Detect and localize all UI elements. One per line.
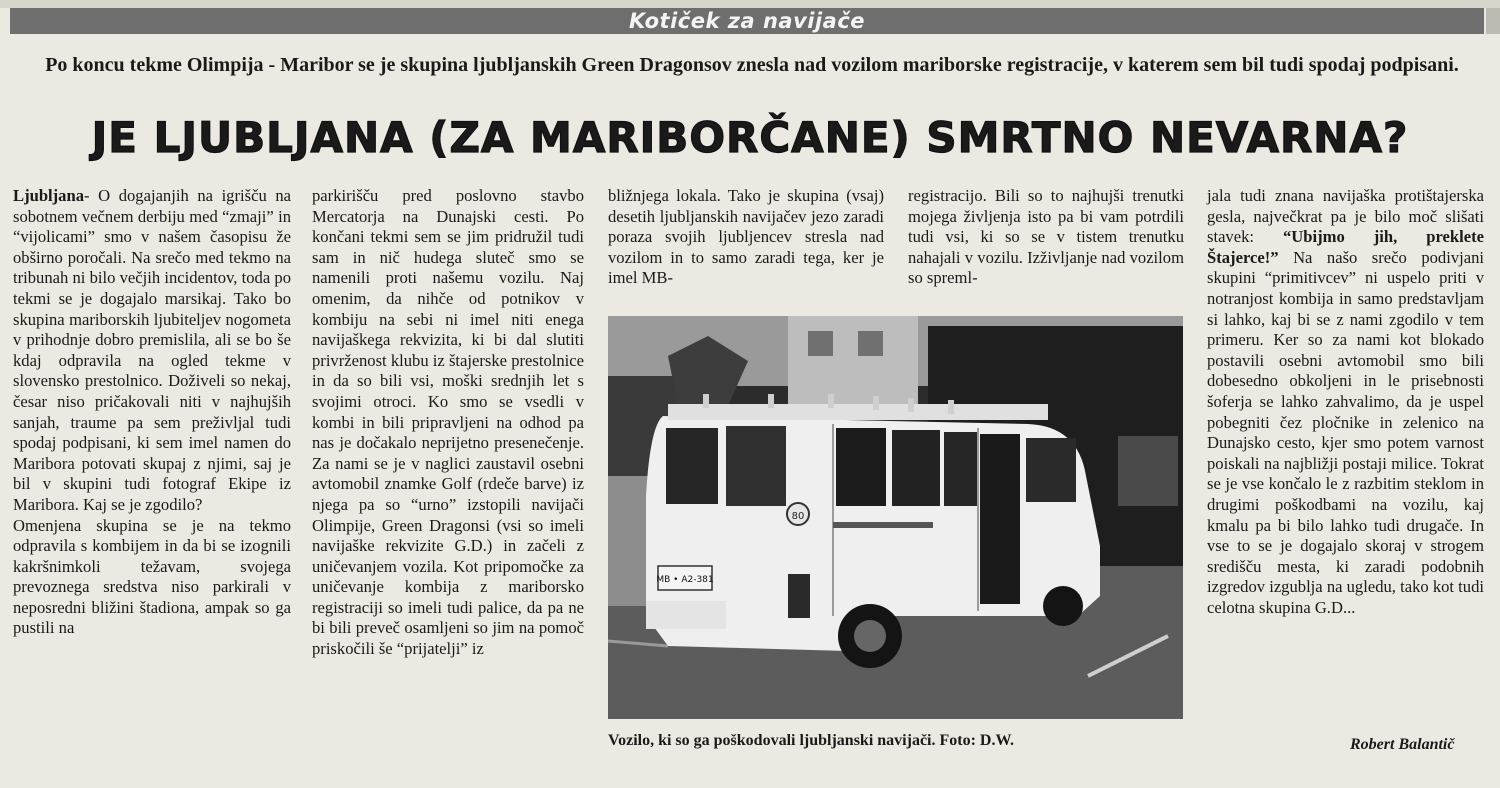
column-1-paragraph-2: Omenjena skupina se je na tekmo odpravila s kombijem in da bi se izognili kakršnimkoli težavam, svojega prevoznega sredstva niso parkirali v neposredni bližini štadiona, ampak so ga pustili na [13,515,291,638]
section-banner [10,8,1484,34]
article-subtitle: Po koncu tekme Olimpija - Maribor se je skupina ljubljanskih Green Dragonsov znesla nad vozilom mariborske registracije, v katerem sem bil tudi spodaj podpisani. [45,54,1459,76]
banner-edge [1486,8,1500,34]
speed-badge: 80 [791,511,805,522]
column-5 [1207,186,1484,618]
column-3 [608,186,884,289]
photo-caption: Vozilo, ki so ga poškodovali ljubljanski navijači. Foto: D.W. [608,732,1015,749]
van-photo [608,316,1183,719]
article-photo [608,316,1183,719]
column-3-text: bližnjega lokala. Tako je skupina (vsaj) desetih ljubljanskih navijačev jezo zaradi poraza svojih ljubljencev stresla nad vozilom in to samo zaradi tega, ker je imel MB- [608,186,884,288]
column-1-text-1: - O dogajanjih na igrišču na sobotnem večnem derbiju med “zmaji” in “vijolicami” smo v našem časopisu že obširno poročali. Na srečo med tekmo na tribunah ni bilo večjih incidentov, toda po tekmi se je dogajalo marsikaj. Tako bo skupina mariborskih ljubiteljev nogometa v prihodnje dobro premislila, ali se bo še kdaj odpravila na ogled tekme v slovensko prestolnico. Doživeli so nekaj, česar niso pričakovali niti v najhujših sanjah, traume pa sem preživljal tudi spodaj podpisani, ki sem imel namen do Maribora potovati skupaj z njimi, saj je bil v skupini tudi fotograf Ekipe iz Maribora. Kaj se je zgodilo? [13,186,291,514]
column-4 [908,186,1184,289]
column-5-text-a: jala tudi znana navijaška protištajerska gesla, največkrat pa je bilo moč slišati stavek: [1207,186,1484,247]
column-2 [312,186,584,660]
column-1 [13,186,291,639]
article-headline: JE LJUBLJANA (ZA MARIBORČANE) SMRTNO NEVARNA? [91,113,1409,162]
column-2-text: parkirišču pred poslovno stavbo Mercatorja na Dunajski cesti. Po končani tekmi sem se jim pridružil tudi sam in nič hudega sluteč smo se namenili proti našemu vozilu. Naj omenim, da nihče od potnikov v kombiju na sebi ni imel niti enega navijaškega rekvizita, ki bi dal slutiti privrženost klubu iz štajerske prestolnice in da so bili vsi, moški srednjih let s svojimi otroci. Ko smo se vsedli v kombi in bili pripravljeni na odhod pa nas je dočakalo neprijetno presenečenje. Za nami se je v naglici zaustavil osebni avtomobil znamke Golf (rdeče barve) iz njega pa so “urno” izstopili navijači Olimpije, Green Dragonsi (vsi so imeli navijaške rekvizite G.D.) in začeli z uničevanjem vozila. Kot pripomočke za uničevanje kombija z mariborsko registraciji so imeli tudi palice, da pa ne bi bili preveč osamljeni so jim na pomoč priskočili še “prijatelji” iz [312,186,584,659]
section-title: Kotiček za navijače [628,9,866,33]
page-top-strip [0,0,1500,8]
license-plate: MB • A2-381 [656,575,714,585]
column-5-text-b: Na našo srečo podivjani skupini “primitivcev” ni uspelo priti v notranjost kombija in samo predstavljam si lahko, kaj bi se z nami zgodilo v tem primeru. Ker so za nami kot blokado postavili osebni avtomobil smo bili dobesedno obkoljeni in le prisebnosti šoferja se lahko zahvalimo, da je uspel pobegniti čez pločnike in zelenico na Dunajsko cesto, kjer smo potem varnost poiskali na najbližji postaji milice. Tokrat se je vse končalo le z razbitim steklom in drugimi poškodbami na vozilu, kaj kmalu pa bi bilo lahko tudi drugače. In vse to se je dogajalo skoraj v strogem središču mesta, ki zaradi podobnih izgredov izgublja na ugledu, tako kot tudi celotna skupina G.D... [1207,247,1484,617]
byline: Robert Balantič [1350,736,1455,753]
quote: “Ubijmo jih, preklete Štajerce!” [1207,227,1484,267]
dateline: Ljubljana [13,186,85,205]
column-4-text: registracijo. Bili so to najhujši trenutki mojega življenja isto pa bi vam potrdili tudi vsi, ki so se v tistem trenutku nahajali v vozilu. Izživljanje nad vozilom so spreml- [908,186,1184,288]
column-5-paragraph [1207,186,1484,618]
column-1-paragraph-1 [13,186,291,516]
